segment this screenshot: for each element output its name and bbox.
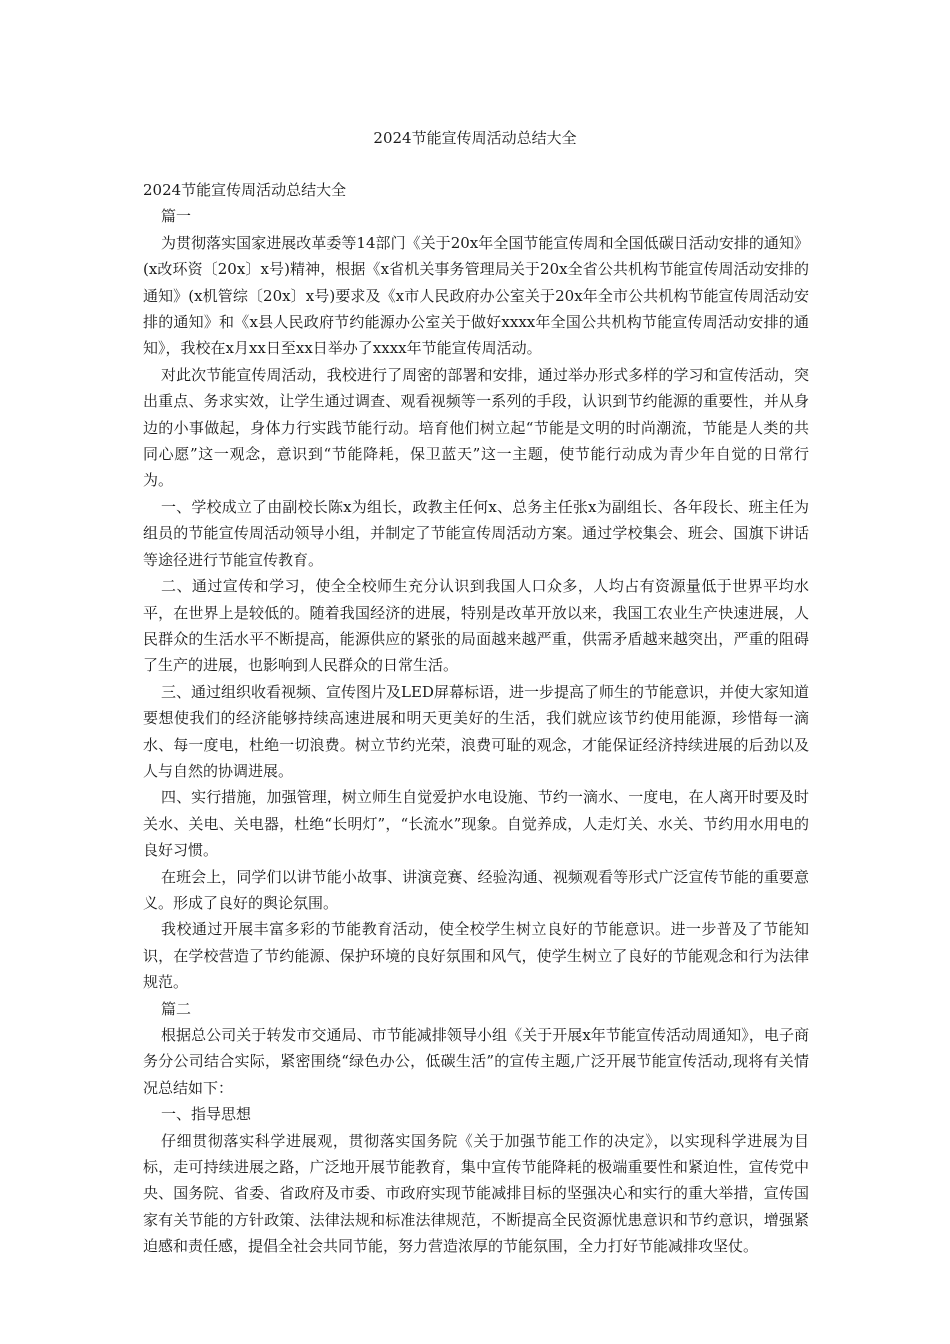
paragraph: 一、学校成立了由副校长陈x为组长，政教主任何x、总务主任张x为副组长、各年段长、班主任为组员的节能宣传周活动领导小组，并制定了节能宣传周活动方案。通过学校集会、班会、国旗下讲话等途径进行节能宣传教育。 <box>143 497 809 569</box>
section-heading-guiding-ideology: 一、指导思想 <box>161 1105 252 1124</box>
paragraph: 对此次节能宣传周活动，我校进行了周密的部署和安排，通过举办形式多样的学习和宣传活动，突出重点、务求实效，让学生通过调查、观看视频等一系列的手段，认识到节约能源的重要性，并从身边的小事做起，身体力行实践节能行动。培育他们树立起“节能是文明的时尚潮流，节能是人类的共同心愿”这一观念，意识到“节能降耗，保卫蓝天”这一主题，使节能行动成为青少年自觉的日常行为。 <box>143 365 809 490</box>
paragraph: 根据总公司关于转发市交通局、市节能减排领导小组《关于开展x年节能宣传活动周通知》，电子商务分公司结合实际，紧密围绕“绿色办公，低碳生活”的宣传主题,广泛开展节能宣传活动,现将有关情况总结如下： <box>143 1026 809 1097</box>
paragraph: 三、通过组织收看视频、宣传图片及LED屏幕标语，进一步提高了师生的节能意识，并使大家知道要想使我们的经济能够持续高速进展和明天更美好的生活，我们就应该节约使用能源，珍惜每一滴水、每一度电，杜绝一切浪费。树立节约光荣，浪费可耻的观念，才能保证经济持续进展的后劲以及人与自然的协调进展。 <box>143 682 809 780</box>
paragraph: 二、通过宣传和学习，使全全校师生充分认识到我国人口众多，人均占有资源量低于世界平均水平，在世界上是较低的。随着我国经济的进展，特别是改革开放以来，我国工农业生产快速进展，人民群众的生活水平不断提高，能源供应的紧张的局面越来越严重，供需矛盾越来越突出，严重的阻碍了生产的进展，也影响到人民群众的日常生活。 <box>143 577 809 675</box>
paragraph: 在班会上，同学们以讲节能小故事、讲演竞赛、经验沟通、视频观看等形式广泛宣传节能的重要意义。形成了良好的舆论氛围。 <box>143 867 809 912</box>
section-heading-part-two: 篇二 <box>161 999 192 1018</box>
paragraph: 仔细贯彻落实科学进展观，贯彻落实国务院《关于加强节能工作的决定》，以实现科学进展为目标，走可持续进展之路，广泛地开展节能教育，集中宣传节能降耗的极端重要性和紧迫性，宣传党中央、国务院、省委、省政府及市委、市政府实现节能减排目标的坚强决心和实行的重大举措，宣传国家有关节能的方针政策、法律法规和标准法律规范，不断提高全民资源忧患意识和节约意识，增强紧迫感和责任感，提倡全社会共同节能，努力营造浓厚的节能氛围，全力打好节能减排攻坚仗。 <box>143 1131 809 1256</box>
document-subtitle: 2024节能宣传周活动总结大全 <box>143 181 347 199</box>
paragraph: 我校通过开展丰富多彩的节能教育活动，使全校学生树立良好的节能意识。进一步普及了节能知识，在学校营造了节约能源、保护环境的良好氛围和风气，使学生树立了良好的节能观念和行为法律规范。 <box>143 920 809 992</box>
paragraph: 四、实行措施，加强管理，树立师生自觉爱护水电设施、节约一滴水、一度电，在人离开时要及时关水、关电、关电器，杜绝“长明灯”，“长流水”现象。自觉养成，人走灯关、水关、节约用水用电的良好习惯。 <box>143 788 809 860</box>
document-title: 2024节能宣传周活动总结大全 <box>373 129 577 147</box>
paragraph: 为贯彻落实国家进展改革委等14部门《关于20x年全国节能宣传周和全国低碳日活动安排的通知》(x改环资〔20x〕x号)精神，根据《x省机关事务管理局关于20x全省公共机构节能宣传周活动安排的通知》(x机管综〔20x〕x号)要求及《x市人民政府办公室关于20x年全市公共机构节能宣传周活动安排的通知》和《x县人民政府节约能源办公室关于做好xxxx年全国公共机构节能宣传周活动安排的通知》，我校在x月xx日至xx日举办了xxxx年节能宣传周活动。 <box>143 233 809 358</box>
document-body <box>143 177 809 1260</box>
section-heading-part-one: 篇一 <box>161 207 192 226</box>
